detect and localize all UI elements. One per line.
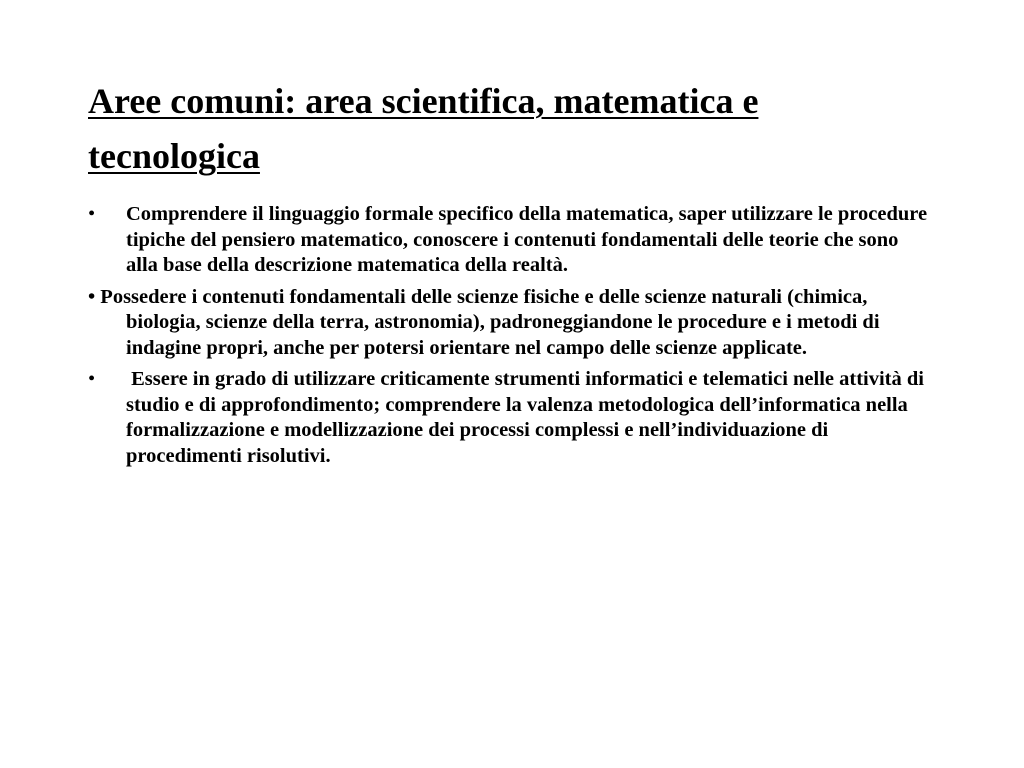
- bullet-text: • Possedere i contenuti fondamentali delle scienze fisiche e delle scienze naturali (chimica, biologia, scienze della terra, astronomia), padroneggiandone le procedure e i metodi di indagine propri, anche per potersi orientare nel campo delle scienze applicate.: [88, 285, 880, 359]
- bullet-icon: •: [88, 368, 96, 390]
- bullet-text: Comprendere il linguaggio formale specifico della matematica, saper utilizzare le procedure tipiche del pensiero matematico, conoscere i contenuti fondamentali delle teorie che sono alla base della descrizione matematica della realtà.: [126, 203, 928, 276]
- bullet-list: [88, 202, 928, 475]
- bullet-text: Essere in grado di utilizzare criticamente strumenti informatici e telematici nelle attività di studio e di approfondimento; comprendere la valenza metodologica dell’informatica nella formalizzazione e modellizzazione dei processi complessi e nell’individuazione di procedimenti risolutivi.: [126, 368, 930, 467]
- bullet-item: [88, 202, 928, 279]
- slide-title: Aree comuni: area scientifica, matematica e tecnologica: [88, 81, 759, 176]
- bullet-item: [88, 285, 928, 362]
- bullet-icon: •: [88, 203, 96, 225]
- bullet-item: [88, 367, 928, 469]
